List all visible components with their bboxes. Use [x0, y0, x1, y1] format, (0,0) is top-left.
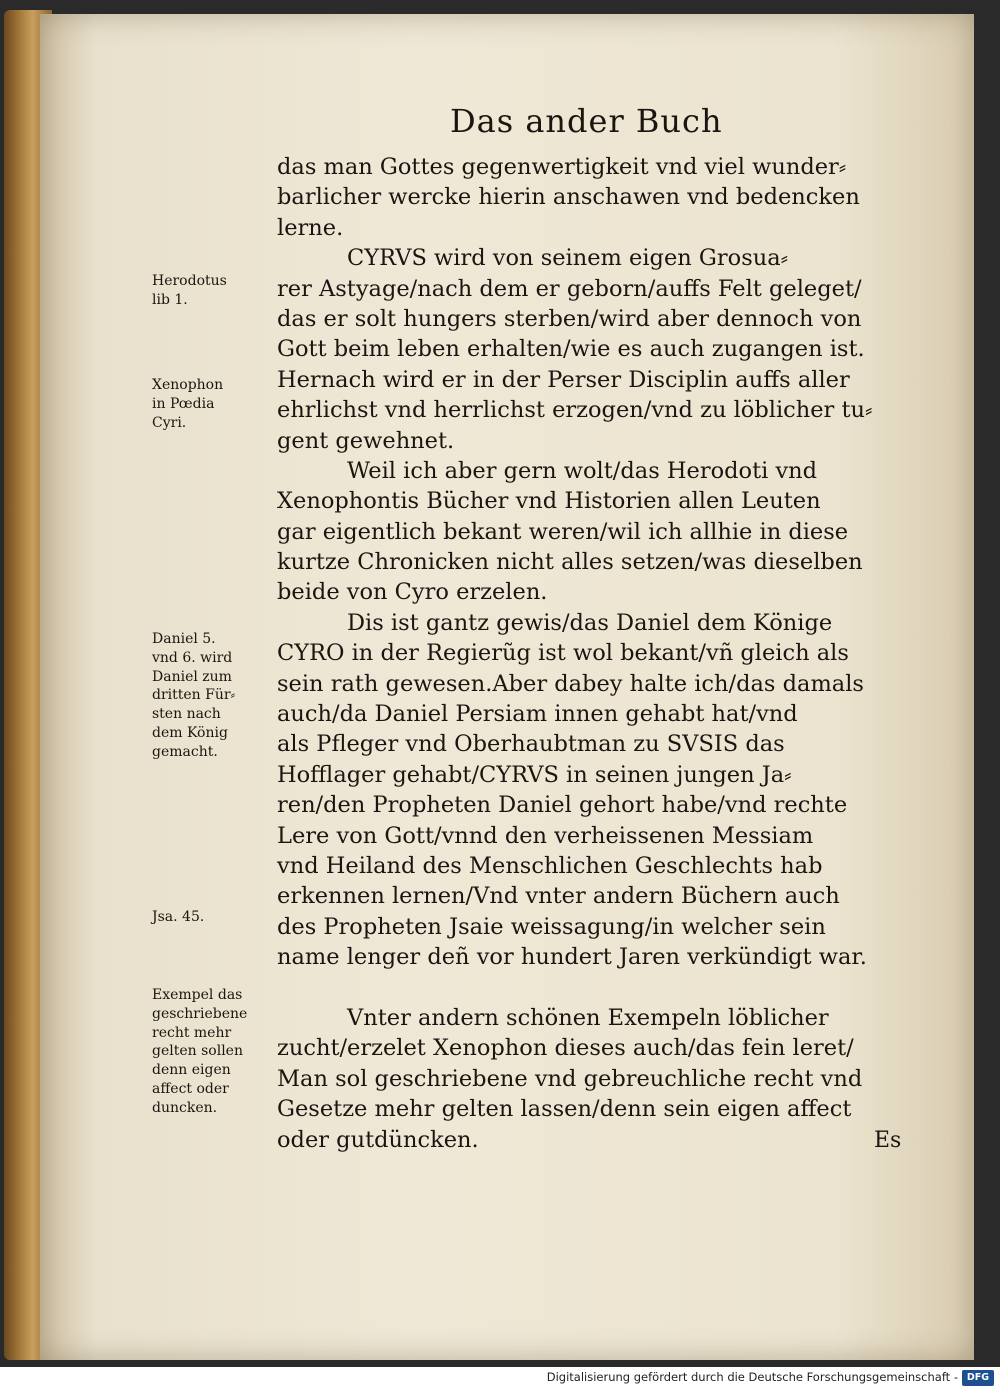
- text-line: das er solt hungers sterben/wird aber dennoch von: [277, 305, 862, 332]
- text-line: lerne.: [277, 214, 344, 241]
- note-line: Cyri.: [152, 414, 187, 431]
- note-line: sten nach: [152, 706, 221, 723]
- note-line: lib 1.: [152, 291, 188, 308]
- text-line: Man sol geschriebene vnd gebreuchliche recht vnd: [277, 1065, 863, 1092]
- text-line: erkennen lernen/Vnd vnter andern Büchern auch: [277, 883, 840, 910]
- margin-note-herodotus: [152, 272, 227, 310]
- note-line: gelten sollen: [152, 1043, 243, 1060]
- text-line: Xenophontis Bücher vnd Historien allen Leuten: [277, 488, 821, 515]
- note-line: geschriebene: [152, 1005, 248, 1022]
- note-line: Daniel 5.: [152, 631, 216, 647]
- text-line: Gesetze mehr gelten lassen/denn sein eigen affect: [277, 1096, 852, 1123]
- note-line: Daniel zum: [152, 668, 232, 685]
- margin-note-exempel: [152, 986, 247, 1118]
- note-line: dritten Für⸗: [152, 687, 236, 704]
- text-line: sein rath gewesen.Aber dabey halte ich/das damals: [277, 670, 864, 697]
- catchword: Es: [874, 1128, 902, 1153]
- note-line: in Pœdia: [152, 395, 215, 412]
- footer-bar: [0, 1367, 1000, 1390]
- text-line: Vnter andern schönen Exempeln löblicher: [347, 1004, 829, 1031]
- note-line: denn eigen: [152, 1062, 231, 1079]
- text-line: Lere von Gott/vnnd den verheissenen Messiam: [277, 822, 814, 849]
- note-line: Herodotus: [152, 273, 227, 289]
- note-line: Jsa. 45.: [152, 909, 205, 925]
- text-line: vnd Heiland des Menschlichen Geschlechts hab: [277, 852, 823, 879]
- funding-credit: Digitalisierung gefördert durch die Deutsche Forschungsgemeinschaft -: [546, 1370, 958, 1384]
- text-line: Weil ich aber gern wolt/das Herodoti vnd: [347, 457, 818, 484]
- running-head: Das ander Buch: [450, 102, 723, 140]
- main-text: [277, 152, 917, 1155]
- text-line: zucht/erzelet Xenophon dieses auch/das fein leret/: [277, 1035, 854, 1062]
- text-line: des Propheten Jsaie weissagung/in welcher sein: [277, 913, 826, 940]
- note-line: vnd 6. wird: [152, 649, 233, 666]
- text-line: auch/da Daniel Persiam innen gehabt hat/vnd: [277, 701, 798, 728]
- text-line: kurtze Chronicken nicht alles setzen/was dieselben: [277, 549, 863, 576]
- text-line: CYRVS wird von seinem eigen Grosua⸗: [347, 245, 789, 272]
- note-line: recht mehr: [152, 1024, 232, 1041]
- note-line: dem König: [152, 724, 228, 741]
- note-line: gemacht.: [152, 743, 218, 760]
- text-line: ehrlichst vnd herrlichst erzogen/vnd zu löblicher tu⸗: [277, 397, 873, 424]
- text-line: als Pfleger vnd Oberhaubtman zu SVSIS das: [277, 731, 785, 758]
- note-line: Xenophon: [152, 377, 224, 393]
- text-line: das man Gottes gegenwertigkeit vnd viel wunder⸗: [277, 154, 847, 180]
- note-line: affect oder: [152, 1080, 229, 1097]
- text-line: Hernach wird er in der Perser Disciplin auffs aller: [277, 366, 850, 393]
- note-line: duncken.: [152, 1099, 218, 1116]
- text-line: gar eigentlich bekant weren/wil ich allhie in diese: [277, 518, 849, 545]
- text-line: ren/den Propheten Daniel gehort habe/vnd rechte: [277, 792, 848, 819]
- margin-note-daniel: [152, 630, 235, 762]
- margin-note-xenophon: [152, 376, 223, 432]
- text-line: gent gewehnet.: [277, 427, 455, 454]
- text-line: Dis ist gantz gewis/das Daniel dem Könige: [347, 609, 833, 636]
- paragraph-gap: [277, 973, 917, 1003]
- text-line: Gott beim leben erhalten/wie es auch zugangen ist.: [277, 336, 865, 363]
- text-line: Hofflager gehabt/CYRVS in seinen jungen Ja⸗: [277, 761, 792, 788]
- text-line: rer Astyage/nach dem er geborn/auffs Felt geleget/: [277, 275, 862, 302]
- text-line: name lenger deñ vor hundert Jaren verkündigt war.: [277, 944, 867, 971]
- text-line: barlicher wercke hierin anschawen vnd bedencken: [277, 184, 860, 211]
- note-line: Exempel das: [152, 987, 243, 1003]
- margin-note-isaiah: [152, 908, 204, 927]
- text-line: oder gutdüncken.: [277, 1126, 479, 1153]
- text-line: beide von Cyro erzelen.: [277, 579, 548, 606]
- dfg-logo: DFG: [962, 1370, 994, 1386]
- text-line: CYRO in der Regierũg ist wol bekant/vñ gleich als: [277, 640, 849, 667]
